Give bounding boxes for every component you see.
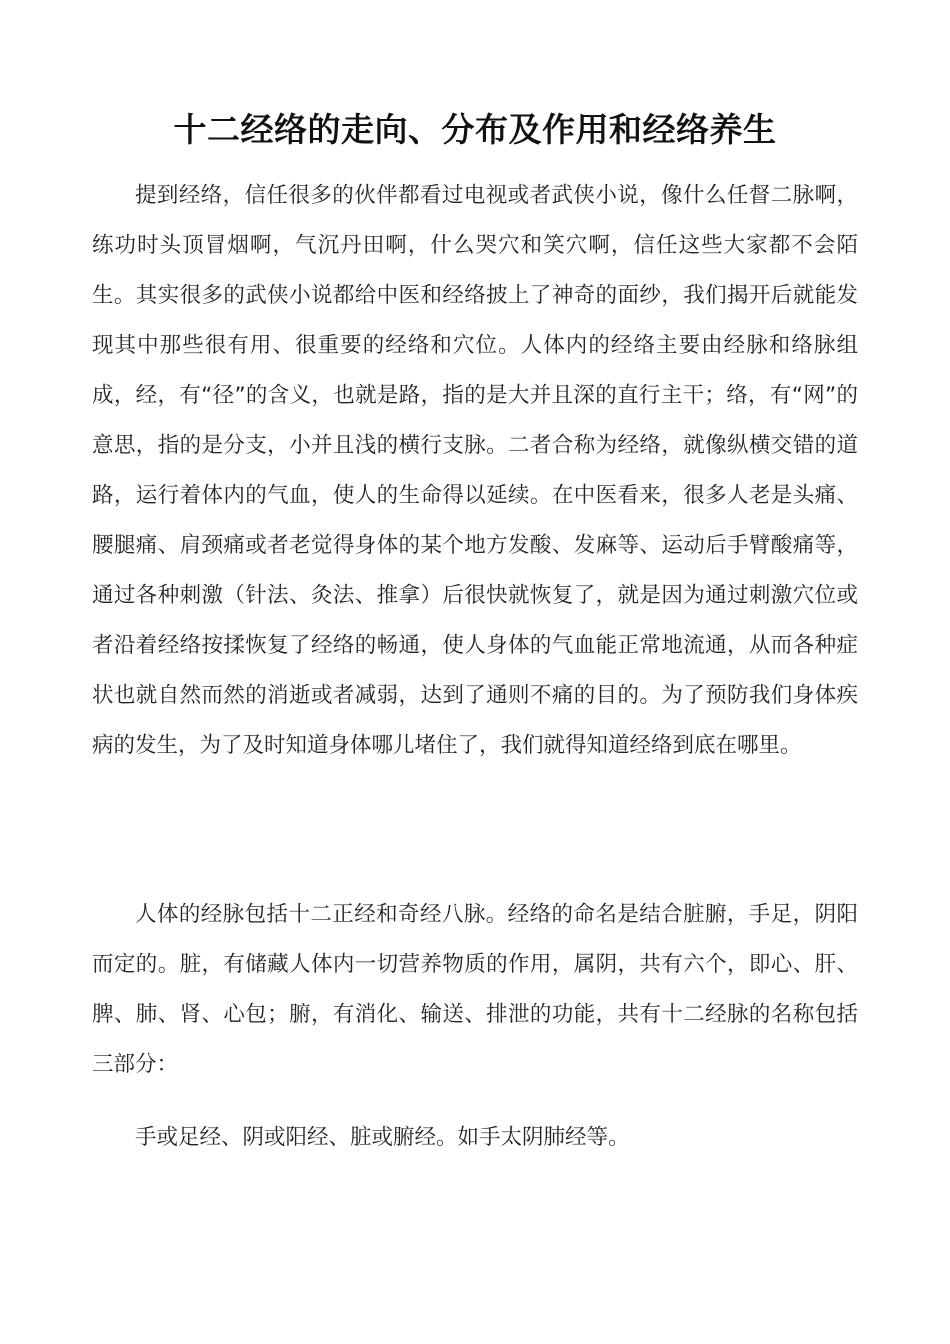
body-paragraph-2: 人体的经脉包括十二正经和奇经八脉。经络的命名是结合脏腑，手足，阴阳而定的。脏，有储藏人体内一切营养物质的作用，属阴，共有六个，即心、肝、脾、肺、肾、心包；腑，有消化、输送、排泄的功能，共有十二经脉的名称包括三部分： <box>92 902 858 1077</box>
document-title: 十二经络的走向、分布及作用和经络养生 <box>173 110 777 149</box>
body-paragraph-1: 提到经络，信任很多的伙伴都看过电视或者武侠小说，像什么任督二脉啊，练功时头顶冒烟啊，气沉丹田啊，什么哭穴和笑穴啊，信任这些大家都不会陌生。其实很多的武侠小说都给中医和经络披上了神奇的面纱，我们揭开后就能发现其中那些很有用、很重要的经络和穴位。人体内的经络主要由经脉和络脉组成，经，有“径”的含义，也就是路，指的是大并且深的直行主干；络，有“网”的意思，指的是分支，小并且浅的横行支脉。二者合称为经络，就像纵横交错的道路，运行着体内的气血，使人的生命得以延续。在中医看来，很多人老是头痛、腰腿痛、肩颈痛或者老觉得身体的某个地方发酸、发麻等、运动后手臂酸痛等，通过各种刺激（针法、灸法、推拿）后很快就恢复了，就是因为通过刺激穴位或者沿着经络按揉恢复了经络的畅通，使人身体的气血能正常地流通，从而各种症状也就自然而然的消逝或者减弱，达到了通则不痛的目的。为了预防我们身体疾病的发生，为了及时知道身体哪儿堵住了，我们就得知道经络到底在哪里。 <box>92 183 858 758</box>
body-paragraph-3: 手或足经、阴或阳经、脏或腑经。如手太阴肺经等。 <box>135 1125 630 1150</box>
